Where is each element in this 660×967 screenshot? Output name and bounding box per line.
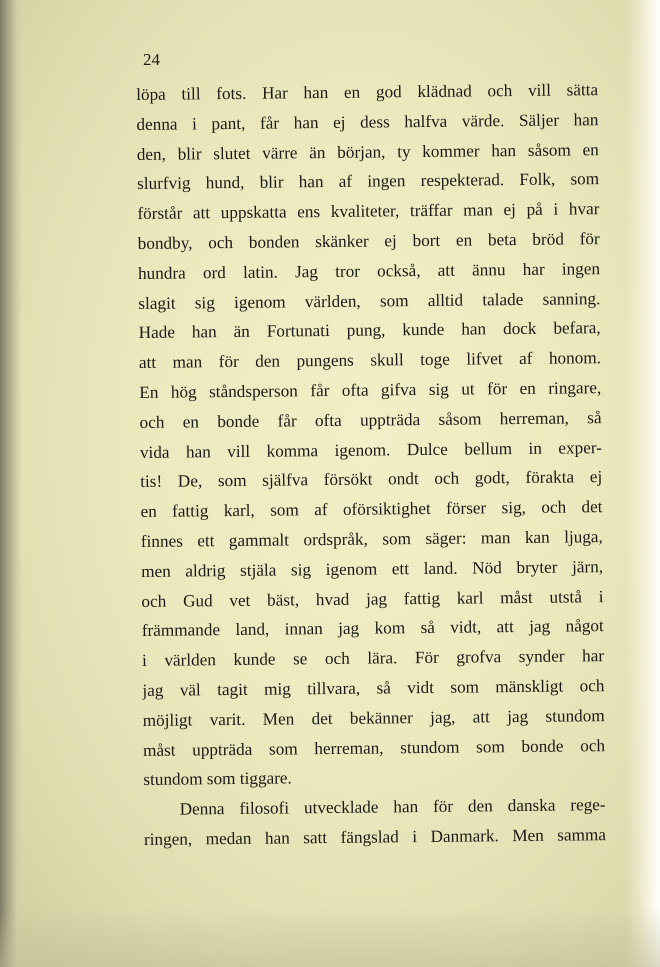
body-text bbox=[136, 75, 606, 855]
text-line: slagit sig igenom världen, som alltid talade sanning. bbox=[138, 288, 601, 313]
text-line: tis! De, som själfva försökt ondt och godt, förakta ej bbox=[140, 467, 603, 492]
text-line: och en bonde får ofta uppträda såsom herreman, så bbox=[139, 407, 602, 432]
text-line: Hade han än Fortunati pung, kunde han dock befara, bbox=[138, 318, 601, 343]
text-line: den, blir slutet värre än början, ty kommer han såsom en bbox=[136, 139, 599, 164]
page-binding-shadow bbox=[0, 0, 22, 967]
text-line: denna i pant, får han ej dess halfva värde. Säljer han bbox=[136, 109, 599, 134]
text-line: finnes ett gammalt ordspråk, som säger: man kan ljuga, bbox=[140, 527, 603, 551]
text-line: att man för den pungens skull toge lifvet af honom. bbox=[138, 348, 602, 373]
text-line: bondby, och bonden skänker ej bort en beta bröd för bbox=[137, 229, 600, 253]
text-line: måst uppträda som herreman, stundom som bonde och bbox=[142, 735, 606, 760]
text-line: främmande land, innan jag kom så vidt, att jag något bbox=[141, 616, 604, 641]
text-line: slurfvig hund, blir han af ingen respekterad. Folk, som bbox=[136, 169, 600, 194]
page-edge-highlight bbox=[626, 0, 660, 967]
text-line: i världen kunde se och lära. För grofva synder har bbox=[141, 646, 605, 671]
page-number: 24 bbox=[143, 50, 160, 69]
text-line: En hög ståndsperson får ofta gifva sig ut för en ringare, bbox=[139, 378, 602, 402]
text-line: men aldrig stjäla sig igenom ett land. Nöd bryter järn, bbox=[141, 556, 604, 581]
page-bottom-shade bbox=[0, 907, 660, 967]
text-line-paragraph-end: stundom som tiggare. bbox=[143, 768, 292, 790]
text-line: ringen, medan han satt fängslad i Danmark. Men samma bbox=[143, 825, 607, 849]
text-line-paragraph-start: Denna filosofi utvecklade han för den danska rege- bbox=[179, 795, 606, 819]
text-line: löpa till fots. Har han en god klädnad och vill sätta bbox=[136, 80, 599, 104]
text-line: och Gud vet bäst, hvad jag fattig karl måst utstå i bbox=[141, 586, 604, 611]
text-line: vida han vill komma igenom. Dulce bellum in exper- bbox=[139, 437, 602, 462]
text-line: förstår att uppskatta ens kvaliteter, träffar man ej på i hvar bbox=[137, 199, 600, 224]
text-line: jag väl tagit mig tillvara, så vidt som mänskligt och bbox=[142, 676, 605, 700]
text-line: en fattig karl, som af oförsiktighet förser sig, och det bbox=[140, 497, 603, 522]
text-line: möjligt varit. Men det bekänner jag, att jag stundom bbox=[142, 705, 605, 730]
text-line: hundra ord latin. Jag tror också, att ännu har ingen bbox=[137, 258, 601, 283]
